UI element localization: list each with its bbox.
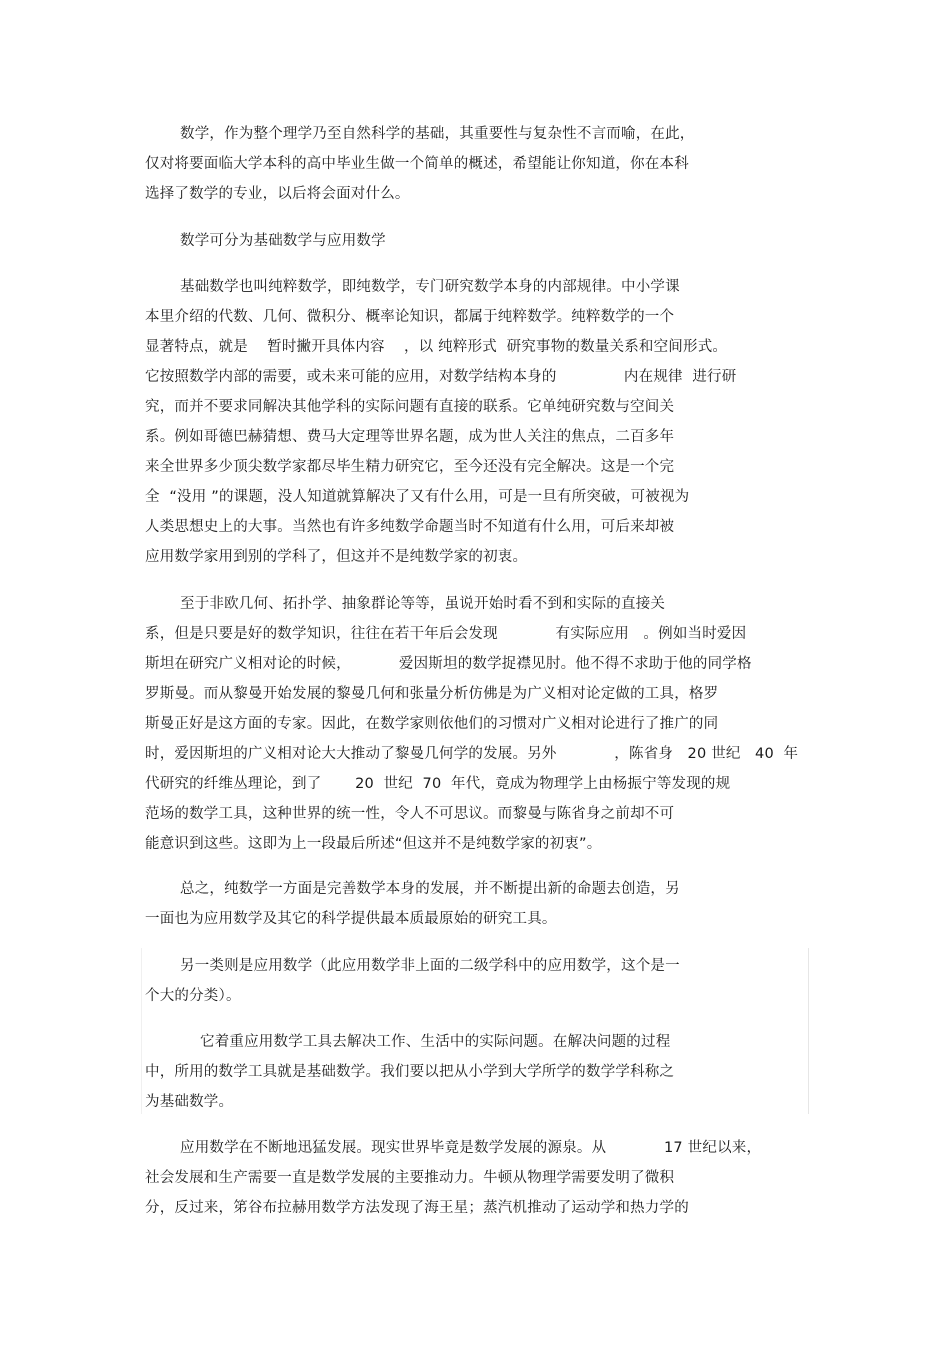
box-border-left bbox=[141, 948, 142, 1114]
text-line: 中，所用的数学工具就是基础数学。我们要以把从小学到大学所学的数学学科称之 bbox=[145, 1064, 675, 1080]
text-line: 显著特点，就是 暂时撇开具体内容 ，以 纯粹形式 研究事物的数量关系和空间形式。 bbox=[145, 339, 728, 355]
text-line: 范场的数学工具，这种世界的统一性，令人不可思议。而黎曼与陈省身之前却不可 bbox=[145, 806, 675, 822]
text-line: 它着重应用数学工具去解决工作、生活中的实际问题。在解决问题的过程 bbox=[200, 1034, 671, 1050]
text-line: 能意识到这些。这即为上一段最后所述“但这并不是纯数学家的初衷”。 bbox=[145, 836, 602, 852]
text-line: 来全世界多少顶尖数学家都尽毕生精力研究它，至今还没有完全解决。这是一个完 bbox=[145, 459, 675, 475]
text-line: 至于非欧几何、拓扑学、抽象群论等等，虽说开始时看不到和实际的直接关 bbox=[180, 596, 666, 612]
text-line: 斯坦在研究广义相对论的时候， 爱因斯坦的数学捉襟见肘。他不得不求助于他的同学格 bbox=[145, 656, 752, 672]
text-line: 另一类则是应用数学（此应用数学非上面的二级学科中的应用数学，这个是一 bbox=[180, 958, 680, 974]
text-line: 数学，作为整个理学乃至自然科学的基础，其重要性与复杂性不言而喻，在此， bbox=[180, 126, 695, 142]
text-line: 时，爱因斯坦的广义相对论大大推动了黎曼几何学的发展。另外 ，陈省身 20 世纪 40 年 bbox=[145, 746, 799, 762]
box-border-right bbox=[808, 948, 809, 1114]
text-line: 人类思想史上的大事。当然也有许多纯数学命题当时不知道有什么用，可后来却被 bbox=[145, 519, 675, 535]
text-line: 为基础数学。 bbox=[145, 1094, 234, 1110]
text-line: 一面也为应用数学及其它的科学提供最本质最原始的研究工具。 bbox=[145, 911, 557, 927]
text-line: 应用数学家用到别的学科了，但这并不是纯数学家的初衷。 bbox=[145, 549, 528, 565]
text-line: 总之，纯数学一方面是完善数学本身的发展，并不断提出新的命题去创造，另 bbox=[180, 881, 680, 897]
text-line: 基础数学也叫纯粹数学，即纯数学，专门研究数学本身的内部规律。中小学课 bbox=[180, 279, 680, 295]
text-line: 它按照数学内部的需要，或未来可能的应用，对数学结构本身的 内在规律 进行研 bbox=[145, 369, 737, 385]
text-line: 仅对将要面临大学本科的高中毕业生做一个简单的概述，希望能让你知道，你在本科 bbox=[145, 156, 689, 172]
text-line: 个大的分类）。 bbox=[145, 988, 241, 1004]
text-line: 究，而并不要求同解决其他学科的实际问题有直接的联系。它单纯研究数与空间关 bbox=[145, 399, 675, 415]
text-line: 系，但是只要是好的数学知识，往往在若干年后会发现 有实际应用 。例如当时爱因 bbox=[145, 626, 747, 642]
text-line: 社会发展和生产需要一直是数学发展的主要推动力。牛顿从物理学需要发明了微积 bbox=[145, 1170, 675, 1186]
text-line: 代研究的纤维丛理论，到了 20 世纪 70 年代，竟成为物理学上由杨振宁等发现的规 bbox=[145, 776, 731, 792]
text-line: 系。例如哥德巴赫猜想、费马大定理等世界名题，成为世人关注的焦点，二百多年 bbox=[145, 429, 675, 445]
text-line: 全 “没用 ”的课题，没人知道就算解决了又有什么用，可是一旦有所突破，可被视为 bbox=[145, 489, 690, 505]
text-line: 罗斯曼。而从黎曼开始发展的黎曼几何和张量分析仿佛是为广义相对论定做的工具，格罗 bbox=[145, 686, 719, 702]
text-line: 本里介绍的代数、几何、微积分、概率论知识，都属于纯粹数学。纯粹数学的一个 bbox=[145, 309, 675, 325]
section-heading: 数学可分为基础数学与应用数学 bbox=[180, 233, 386, 249]
text-line: 选择了数学的专业，以后将会面对什么。 bbox=[145, 186, 410, 202]
text-line: 斯曼正好是这方面的专家。因此，在数学家则依他们的习惯对广义相对论进行了推广的同 bbox=[145, 716, 719, 732]
text-line: 应用数学在不断地迅猛发展。现实世界毕竟是数学发展的源泉。从 17 世纪以来， bbox=[180, 1140, 762, 1156]
text-line: 分，反过来，笫谷布拉赫用数学方法发现了海王星；蒸汽机推动了运动学和热力学的 bbox=[145, 1200, 689, 1216]
